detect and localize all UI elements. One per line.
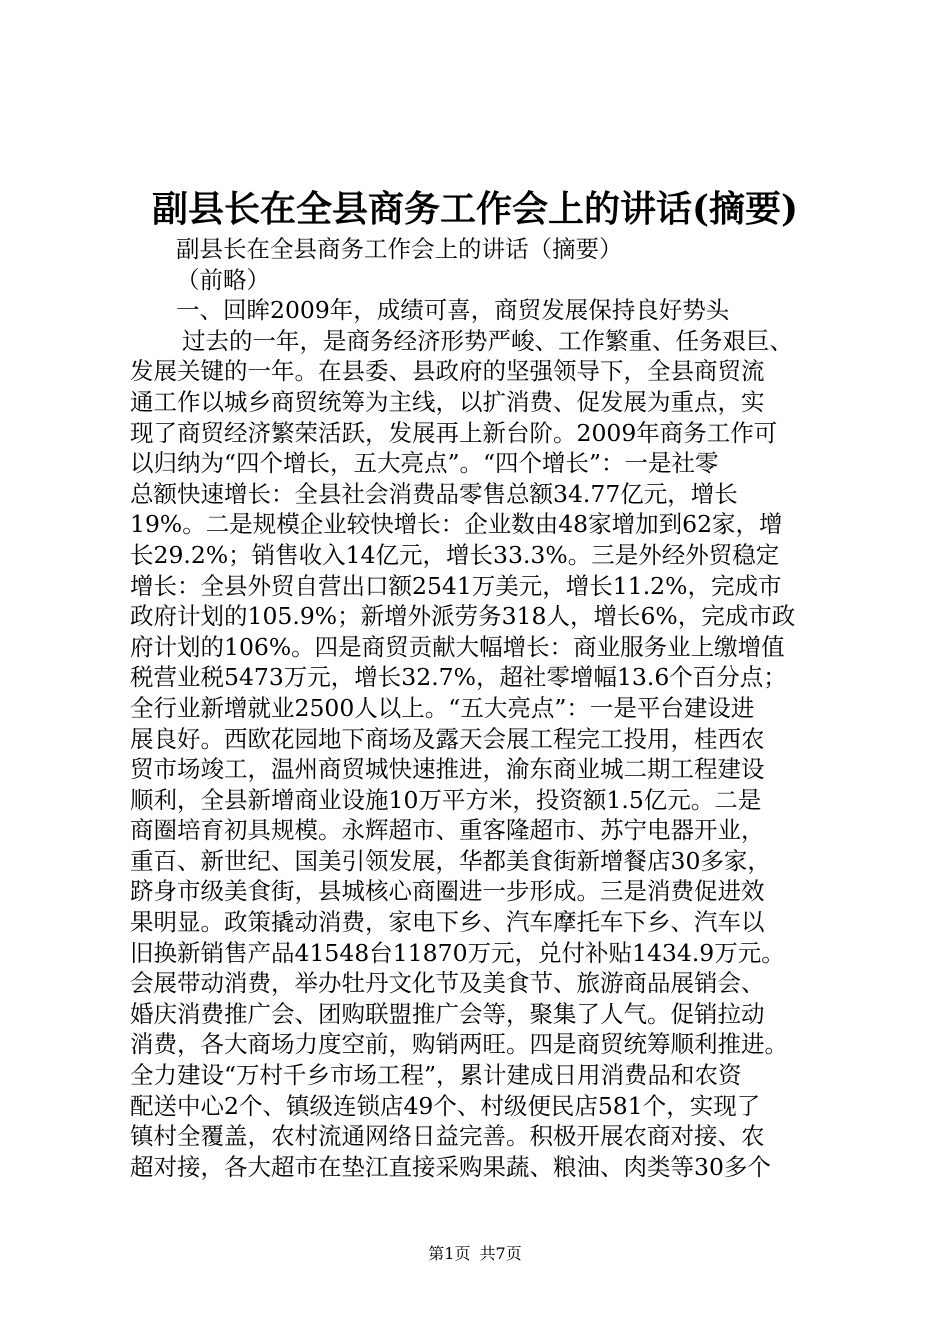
paragraph-line: 婚庆消费推广会、团购联盟推广会等，聚集了人气。促销拉动 — [130, 999, 765, 1028]
paragraph-line: 现了商贸经济繁荣活跃，发展再上新台阶。2009年商务工作可 — [130, 418, 778, 447]
paragraph-line: 果明显。政策撬动消费，家电下乡、汽车摩托车下乡、汽车以 — [130, 908, 765, 937]
subtitle-line: 副县长在全县商务工作会上的讲话（摘要） — [176, 235, 623, 263]
paragraph-line: 展良好。西欧花园地下商场及露天会展工程完工投用，桂西农 — [130, 724, 765, 753]
omission-note: （前略） — [176, 265, 270, 294]
paragraph-line: 19%。二是规模企业较快增长：企业数由48家增加到62家，增 — [130, 510, 783, 539]
page-total: 共7页 — [479, 1244, 522, 1263]
page-number: 第1页 — [428, 1244, 471, 1263]
document-title: 副县长在全县商务工作会上的讲话(摘要) — [151, 188, 799, 230]
paragraph-line: 跻身市级美食街，县城核心商圈进一步形成。三是消费促进效 — [130, 877, 765, 906]
document-body — [130, 234, 855, 1182]
page-footer — [0, 1243, 950, 1265]
paragraph-line: 重百、新世纪、国美引领发展，华都美食街新增餐店30多家， — [130, 846, 771, 875]
paragraph-line: 增长：全县外贸自营出口额2541万美元，增长11.2%，完成市 — [130, 571, 782, 600]
paragraph-line: 超对接，各大超市在垫江直接采购果蔬、粮油、肉类等30多个 — [130, 1152, 771, 1181]
paragraph-line: 会展带动消费，举办牡丹文化节及美食节、旅游商品展销会、 — [130, 969, 765, 998]
paragraph-line: 配送中心2个、镇级连锁店49个、村级便民店581个，实现了 — [130, 1091, 761, 1120]
section-heading: 一、回眸2009年，成绩可喜，商贸发展保持良好势头 — [176, 296, 730, 325]
paragraph-line: 以归纳为“四个增长，五大亮点”。“四个增长”：一是社零 — [130, 449, 719, 478]
paragraph-line: 总额快速增长：全县社会消费品零售总额34.77亿元，增长 — [130, 479, 738, 508]
paragraph-line: 长29.2%；销售收入14亿元，增长33.3%。三是外经外贸稳定 — [130, 540, 780, 569]
paragraph-line: 全力建设“万村千乡市场工程”，累计建成日用消费品和农资 — [130, 1061, 742, 1090]
paragraph-line: 发展关键的一年。在县委、县政府的坚强领导下，全县商贸流 — [130, 357, 765, 386]
paragraph-line: 商圈培育初具规模。永辉超市、重客隆超市、苏宁电器开业， — [130, 816, 765, 845]
paragraph-line: 镇村全覆盖，农村流通网络日益完善。积极开展农商对接、农 — [130, 1122, 765, 1151]
paragraph-line: 贸市场竣工，温州商贸城快速推进，渝东商业城二期工程建设 — [130, 755, 765, 784]
paragraph-line: 府计划的106%。四是商贸贡献大幅增长：商业服务业上缴增值 — [130, 632, 785, 661]
paragraph-line: 消费，各大商场力度空前，购销两旺。四是商贸统筹顺利推进。 — [130, 1030, 788, 1059]
paragraph-line: 通工作以城乡商贸统筹为主线，以扩消费、促发展为重点，实 — [130, 387, 765, 416]
paragraph-line: 顺利，全县新增商业设施10万平方米，投资额1.5亿元。二是 — [130, 785, 762, 814]
paragraph-line: 过去的一年，是商务经济形势严峻、工作繁重、任务艰巨、 — [182, 326, 793, 355]
paragraph-line: 税营业税5473万元，增长32.7%，超社零增幅13.6个百分点； — [130, 663, 787, 692]
paragraph-line: 旧换新销售产品41548台11870万元，兑付补贴1434.9万元。 — [130, 938, 785, 967]
paragraph-line: 全行业新增就业2500人以上。“五大亮点”：一是平台建设进 — [130, 693, 755, 722]
paragraph-line: 政府计划的105.9%；新增外派劳务318人，增长6%，完成市政 — [130, 602, 796, 631]
